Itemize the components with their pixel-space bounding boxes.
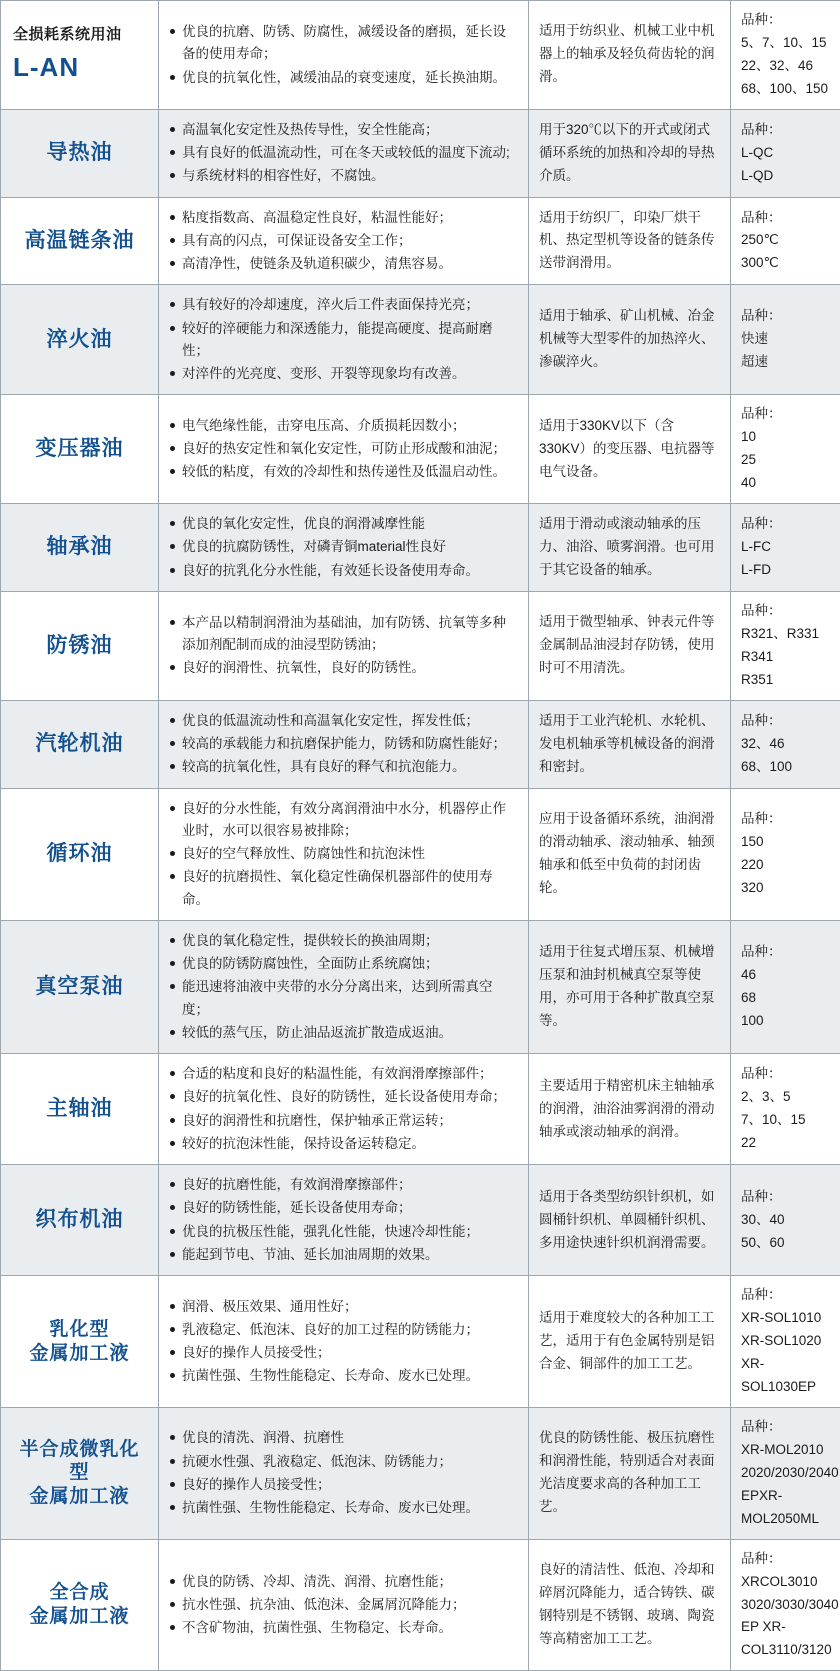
feature-list xyxy=(169,798,518,911)
list-item: 良好的抗乳化分水性能，有效延长设备使用寿命。 xyxy=(169,560,518,582)
product-usage-cell: 适用于滑动或滚动轴承的压力、油浴、喷雾润滑。也可用于其它设备的轴承。 xyxy=(529,504,731,592)
product-name-line1: 全损耗系统用油 xyxy=(7,26,152,45)
product-grade-cell xyxy=(731,1,840,110)
product-name-cell xyxy=(1,1407,159,1539)
product-grade-cell xyxy=(731,1407,840,1539)
list-item: 优良的氧化安定性，优良的润滑减摩性能 xyxy=(169,513,518,535)
table-body xyxy=(1,1,840,1671)
table-row xyxy=(1,1407,840,1539)
product-grade-cell xyxy=(731,1539,840,1671)
grade-line: XR-SOL1010 xyxy=(741,1307,830,1330)
list-item: 优良的氧化稳定性，提供较长的换油周期； xyxy=(169,930,518,952)
grade-line: 超速 xyxy=(741,351,830,374)
feature-list xyxy=(169,294,518,385)
feature-list xyxy=(169,207,518,276)
table-row xyxy=(1,1054,840,1165)
product-grade-cell xyxy=(731,504,840,592)
list-item: 不含矿物油，抗菌性强、生物稳定、长寿命。 xyxy=(169,1617,518,1639)
table-row xyxy=(1,1,840,110)
list-item: 具有高的闪点，可保证设备安全工作； xyxy=(169,230,518,252)
table-row xyxy=(1,197,840,285)
table-row xyxy=(1,109,840,197)
list-item: 抗菌性强、生物性能稳定、长寿命、废水已处理。 xyxy=(169,1365,518,1387)
grade-line: 品种： xyxy=(741,600,830,623)
list-item: 优良的抗腐防锈性，对磷青铜material性良好 xyxy=(169,536,518,558)
grade-line: 220 xyxy=(741,854,830,877)
list-item: 具有较好的冷却速度，淬火后工件表面保持光亮； xyxy=(169,294,518,316)
product-name-cell: 导热油 xyxy=(1,109,159,197)
grade-line: 50、60 xyxy=(741,1232,830,1255)
grade-line: 品种： xyxy=(741,9,830,32)
product-name-cell: 循环油 xyxy=(1,788,159,920)
product-features-cell xyxy=(159,591,529,700)
grade-line: 250℃ xyxy=(741,229,830,252)
grade-line: 品种： xyxy=(741,403,830,426)
grade-line: L-QC xyxy=(741,142,830,165)
feature-list xyxy=(169,930,518,1044)
feature-list xyxy=(169,1427,518,1519)
grade-line: R351 xyxy=(741,669,830,692)
table-row xyxy=(1,1276,840,1408)
list-item: 本产品以精制润滑油为基础油，加有防锈、抗氧等多种添加剂配制而成的油浸型防锈油； xyxy=(169,612,518,657)
grade-line: 品种： xyxy=(741,1284,830,1307)
product-usage-cell: 用于320℃以下的开式或闭式循环系统的加热和冷却的导热介质。 xyxy=(529,109,731,197)
product-features-cell xyxy=(159,700,529,788)
product-name-cell: 防锈油 xyxy=(1,591,159,700)
grade-line: 100 xyxy=(741,1010,830,1033)
list-item: 良好的热安定性和氧化安定性，可防止形成酸和油泥； xyxy=(169,438,518,460)
product-usage-cell: 适用于微型轴承、钟表元件等金属制品油浸封存防锈，使用时可不用清洗。 xyxy=(529,591,731,700)
product-usage-cell: 良好的清洁性、低泡、冷却和碎屑沉降能力，适合铸铁、碳钢特别是不锈钢、玻璃、陶瓷等高精密加工工艺。 xyxy=(529,1539,731,1671)
product-usage-cell: 适用于往复式增压泵、机械增压泵和油封机械真空泵等使用，亦可用于各种扩散真空泵等。 xyxy=(529,920,731,1053)
product-usage-cell: 应用于设备循环系统，油润滑的滑动轴承、滚动轴承、轴颈轴承和低至中负荷的封闭齿轮。 xyxy=(529,788,731,920)
grade-line: XRCOL3010 xyxy=(741,1571,830,1594)
grade-line: 2020/2030/2040 xyxy=(741,1462,830,1485)
grade-line: 320 xyxy=(741,877,830,900)
table-row xyxy=(1,1165,840,1276)
product-features-cell xyxy=(159,197,529,285)
product-usage-cell: 适用于各类型纺织针织机，如圆桶针织机、单圆桶针织机、多用途快速针织机润滑需要。 xyxy=(529,1165,731,1276)
grade-line: 68、100 xyxy=(741,756,830,779)
feature-list xyxy=(169,1571,518,1640)
table-row xyxy=(1,504,840,592)
product-usage-cell: 主要适用于精密机床主轴轴承的润滑，油浴油雾润滑的滑动轴承或滚动轴承的润滑。 xyxy=(529,1054,731,1165)
table-row xyxy=(1,395,840,504)
feature-list xyxy=(169,21,518,89)
list-item: 抗菌性强、生物性能稳定、长寿命、废水已处理。 xyxy=(169,1497,518,1519)
list-item: 较高的承载能力和抗磨保护能力，防锈和防腐性能好； xyxy=(169,733,518,755)
list-item: 良好的分水性能，有效分离润滑油中水分，机器停止作业时，水可以很容易被排除； xyxy=(169,798,518,843)
grade-line: 品种： xyxy=(741,305,830,328)
product-grade-cell xyxy=(731,1165,840,1276)
grade-line: L-QD xyxy=(741,165,830,188)
product-features-cell xyxy=(159,1165,529,1276)
list-item: 润滑、极压效果、通用性好； xyxy=(169,1296,518,1318)
product-grade-cell xyxy=(731,591,840,700)
grade-line: 品种： xyxy=(741,1063,830,1086)
product-features-cell xyxy=(159,1407,529,1539)
list-item: 高温氧化安定性及热传导性，安全性能高； xyxy=(169,119,518,141)
product-name-cell: 真空泵油 xyxy=(1,920,159,1053)
list-item: 良好的润滑性、抗氧性，良好的防锈性。 xyxy=(169,657,518,679)
grade-line: 品种： xyxy=(741,207,830,230)
product-features-cell xyxy=(159,504,529,592)
product-name-line1: 乳化型 xyxy=(11,1318,148,1342)
product-features-cell xyxy=(159,788,529,920)
product-name-cell xyxy=(1,1276,159,1408)
feature-list xyxy=(169,612,518,680)
feature-list xyxy=(169,119,518,188)
list-item: 较低的蒸气压，防止油品返流扩散造成返油。 xyxy=(169,1022,518,1044)
grade-line: 32、46 xyxy=(741,733,830,756)
table-row xyxy=(1,591,840,700)
product-name-line1: 全合成 xyxy=(11,1581,148,1605)
grade-line: 30、40 xyxy=(741,1209,830,1232)
product-features-cell xyxy=(159,1,529,110)
product-features-cell xyxy=(159,1539,529,1671)
feature-list xyxy=(169,1063,518,1155)
list-item: 优良的清洗、润滑、抗磨性 xyxy=(169,1427,518,1449)
grade-line: EPXR-MOL2050ML xyxy=(741,1485,830,1531)
list-item: 能起到节电、节油、延长加油周期的效果。 xyxy=(169,1244,518,1266)
product-usage-cell: 适用于纺织业、机械工业中机器上的轴承及轻负荷齿轮的润滑。 xyxy=(529,1,731,110)
product-grade-cell xyxy=(731,395,840,504)
list-item: 高清净性，使链条及轨道积碳少，清焦容易。 xyxy=(169,253,518,275)
grade-line: L-FD xyxy=(741,559,830,582)
list-item: 优良的抗磨、防锈、防腐性，减缓设备的磨损，延长设备的使用寿命； xyxy=(169,21,518,66)
grade-line: EP XR-COL3110/3120 xyxy=(741,1616,830,1662)
list-item: 粘度指数高、高温稳定性良好，粘温性能好； xyxy=(169,207,518,229)
list-item: 较低的粘度，有效的冷却性和热传递性及低温启动性。 xyxy=(169,461,518,483)
list-item: 对淬件的光亮度、变形、开裂等现象均有改善。 xyxy=(169,363,518,385)
list-item: 良好的抗磨性能，有效润滑摩擦部件； xyxy=(169,1174,518,1196)
list-item: 良好的抗氧化性、良好的防锈性，延长设备使用寿命； xyxy=(169,1086,518,1108)
list-item: 良好的空气释放性、防腐蚀性和抗泡沫性 xyxy=(169,843,518,865)
list-item: 与系统材料的相容性好，不腐蚀。 xyxy=(169,165,518,187)
grade-line: 品种： xyxy=(741,1186,830,1209)
list-item: 乳液稳定、低泡沫、良好的加工过程的防锈能力； xyxy=(169,1319,518,1341)
feature-list xyxy=(169,513,518,582)
product-name-line2: 金属加工液 xyxy=(11,1342,148,1366)
table-row xyxy=(1,788,840,920)
list-item: 良好的润滑性和抗磨性，保护轴承正常运转； xyxy=(169,1110,518,1132)
list-item: 优良的防锈、冷却、清洗、润滑、抗磨性能； xyxy=(169,1571,518,1593)
grade-line: 快速 xyxy=(741,328,830,351)
product-grade-cell xyxy=(731,1276,840,1408)
product-grade-cell xyxy=(731,197,840,285)
grade-line: 10 xyxy=(741,426,830,449)
product-grade-cell xyxy=(731,109,840,197)
grade-line: 2、3、5 xyxy=(741,1086,830,1109)
grade-line: 300℃ xyxy=(741,252,830,275)
grade-line: 150 xyxy=(741,831,830,854)
grade-line: 68、100、150 xyxy=(741,78,830,101)
product-grade-cell xyxy=(731,920,840,1053)
list-item: 抗硬水性强、乳液稳定、低泡沫、防锈能力； xyxy=(169,1451,518,1473)
grade-line: XR-MOL2010 xyxy=(741,1439,830,1462)
product-name-line2: L-AN xyxy=(7,51,152,84)
grade-line: 品种： xyxy=(741,1416,830,1439)
grade-line: 40 xyxy=(741,472,830,495)
product-name-cell xyxy=(1,1,159,110)
grade-line: 品种： xyxy=(741,710,830,733)
product-name-line2: 金属加工液 xyxy=(11,1605,148,1629)
grade-line: 品种： xyxy=(741,808,830,831)
grade-line: 5、7、10、15 xyxy=(741,32,830,55)
list-item: 抗水性强、抗杂油、低泡沫、金属屑沉降能力； xyxy=(169,1594,518,1616)
grade-line: 25 xyxy=(741,449,830,472)
list-item: 合适的粘度和良好的粘温性能，有效润滑摩擦部件； xyxy=(169,1063,518,1085)
product-usage-cell: 适用于330KV以下（含330KV）的变压器、电抗器等电气设备。 xyxy=(529,395,731,504)
product-features-cell xyxy=(159,285,529,395)
list-item: 较高的抗氧化性，具有良好的释气和抗泡能力。 xyxy=(169,756,518,778)
product-features-cell xyxy=(159,395,529,504)
feature-list xyxy=(169,1174,518,1266)
grade-line: 品种： xyxy=(741,941,830,964)
grade-line: 7、10、15 xyxy=(741,1109,830,1132)
list-item: 较好的淬硬能力和深透能力，能提高硬度、提高耐磨性； xyxy=(169,318,518,363)
product-name-line1: 半合成微乳化型 xyxy=(11,1438,148,1486)
product-name-cell: 淬火油 xyxy=(1,285,159,395)
list-item: 良好的操作人员接受性； xyxy=(169,1474,518,1496)
table-row xyxy=(1,1539,840,1671)
feature-list xyxy=(169,1296,518,1388)
grade-line: R341 xyxy=(741,646,830,669)
product-grade-cell xyxy=(731,285,840,395)
grade-line: 68 xyxy=(741,987,830,1010)
product-grade-cell xyxy=(731,700,840,788)
list-item: 优良的低温流动性和高温氧化安定性，挥发性低； xyxy=(169,710,518,732)
grade-line: 品种： xyxy=(741,513,830,536)
grade-line: 品种： xyxy=(741,1548,830,1571)
product-features-cell xyxy=(159,1276,529,1408)
table-row xyxy=(1,700,840,788)
product-usage-cell: 适用于纺织厂，印染厂烘干机、热定型机等设备的链条传送带润滑用。 xyxy=(529,197,731,285)
product-name-cell: 高温链条油 xyxy=(1,197,159,285)
grade-line: 3020/3030/3040 xyxy=(741,1594,830,1617)
grade-line: XR-SOL1030EP xyxy=(741,1353,830,1399)
feature-list xyxy=(169,710,518,779)
list-item: 具有良好的低温流动性，可在冬天或较低的温度下流动; xyxy=(169,142,518,164)
list-item: 电气绝缘性能，击穿电压高、介质损耗因数小； xyxy=(169,415,518,437)
grade-line: 46 xyxy=(741,964,830,987)
list-item: 较好的抗泡沫性能，保持设备运转稳定。 xyxy=(169,1133,518,1155)
product-features-cell xyxy=(159,1054,529,1165)
grade-line: R321、R331 xyxy=(741,623,830,646)
feature-list xyxy=(169,415,518,484)
list-item: 良好的抗磨损性、氧化稳定性确保机器部件的使用寿命。 xyxy=(169,866,518,911)
grade-line: 22、32、46 xyxy=(741,55,830,78)
product-features-cell xyxy=(159,109,529,197)
product-name-cell: 轴承油 xyxy=(1,504,159,592)
product-name-cell xyxy=(1,1539,159,1671)
product-usage-cell: 适用于轴承、矿山机械、冶金机械等大型零件的加热淬火、渗碳淬火。 xyxy=(529,285,731,395)
list-item: 良好的防锈性能，延长设备使用寿命； xyxy=(169,1197,518,1219)
product-name-cell: 织布机油 xyxy=(1,1165,159,1276)
grade-line: 22 xyxy=(741,1132,830,1155)
list-item: 优良的防锈防腐蚀性，全面防止系统腐蚀； xyxy=(169,953,518,975)
grade-line: 品种： xyxy=(741,119,830,142)
product-features-cell xyxy=(159,920,529,1053)
list-item: 优良的抗极压性能，强乳化性能，快速冷却性能； xyxy=(169,1221,518,1243)
grade-line: L-FC xyxy=(741,536,830,559)
product-name-cell: 变压器油 xyxy=(1,395,159,504)
list-item: 优良的抗氧化性，减缓油品的衰变速度，延长换油期。 xyxy=(169,67,518,89)
product-name-cell: 主轴油 xyxy=(1,1054,159,1165)
product-name-cell: 汽轮机油 xyxy=(1,700,159,788)
product-grade-cell xyxy=(731,788,840,920)
product-name-line2: 金属加工液 xyxy=(11,1485,148,1509)
table-row xyxy=(1,285,840,395)
table-row xyxy=(1,920,840,1053)
product-grade-cell xyxy=(731,1054,840,1165)
grade-line: XR-SOL1020 xyxy=(741,1330,830,1353)
list-item: 能迅速将油液中夹带的水分分离出来，达到所需真空度； xyxy=(169,976,518,1021)
list-item: 良好的操作人员接受性； xyxy=(169,1342,518,1364)
product-usage-cell: 优良的防锈性能、极压抗磨性和润滑性能，特别适合对表面光洁度要求高的各种加工工艺。 xyxy=(529,1407,731,1539)
product-usage-cell: 适用于难度较大的各种加工工艺，适用于有色金属特别是铝合金、铜部件的加工工艺。 xyxy=(529,1276,731,1408)
product-usage-cell: 适用于工业汽轮机、水轮机、发电机轴承等机械设备的润滑和密封。 xyxy=(529,700,731,788)
